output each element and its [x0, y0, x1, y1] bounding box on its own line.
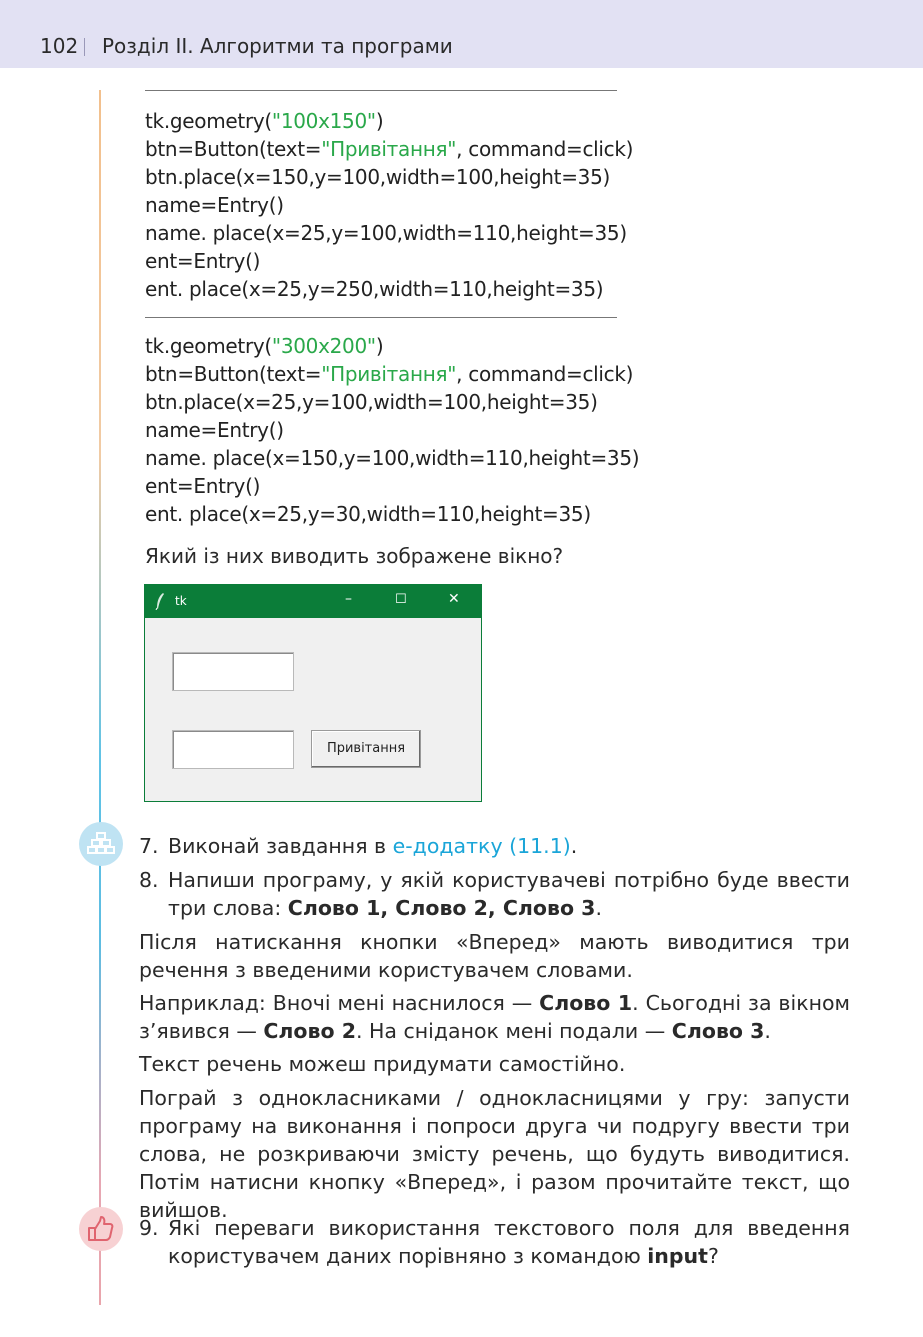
- tk-titlebar: [145, 585, 481, 618]
- code-line: name=Entry(): [145, 193, 284, 217]
- paragraph-example: Наприклад: Вночі мені наснилося — Слово 1. Сьогодні за вікном з’явився — Слово 2. На сніданок мені подали — Слово 3.: [139, 991, 851, 1043]
- maximize-icon: ☐: [395, 592, 407, 607]
- feather-icon: [155, 592, 165, 610]
- task-8-number: 8.: [139, 868, 159, 892]
- question-text: Який із них виводить зображене вікно?: [145, 544, 564, 568]
- task-9: Які переваги використання текстового поля для введення користувачем даних порівняно з командою input?: [168, 1216, 850, 1268]
- code-line: name. place(x=150,y=100,width=110,height=35): [145, 446, 640, 470]
- code-line: name. place(x=25,y=100,width=110,height=35): [145, 221, 627, 245]
- task-7: Виконай завдання в е-додатку (11.1).: [168, 834, 578, 858]
- code-line: ent=Entry(): [145, 249, 261, 273]
- page-header: [0, 0, 923, 68]
- tk-window-title: tk: [175, 594, 187, 608]
- minimize-icon: –: [345, 591, 352, 607]
- paragraph-note: Текст речень можеш придумати самостійно.: [139, 1052, 626, 1076]
- tk-entry-top: [172, 652, 294, 691]
- header-divider: [84, 38, 85, 56]
- task-8: Напиши програму, у якій користувачеві потрібно буде ввести три слова: Слово 1, Слово 2, Слово 3.: [168, 868, 850, 920]
- blocks-icon: [79, 822, 123, 866]
- divider-middle: [145, 317, 617, 318]
- code-line: btn=Button(text="Привітання", command=click): [145, 362, 634, 386]
- code-line: ent=Entry(): [145, 474, 261, 498]
- code-block-1: [145, 107, 633, 303]
- e-appendix-link[interactable]: е-додатку (11.1): [392, 834, 571, 858]
- thumbs-up-icon: [79, 1207, 123, 1251]
- margin-line: [99, 90, 101, 1305]
- task-7-number: 7.: [139, 834, 159, 858]
- paragraph-instructions: Після натискання кнопки «Вперед» мають виводитися три речення з введеними користувачем словами.: [139, 930, 850, 982]
- close-icon: ✕: [448, 591, 460, 607]
- code-line: ent. place(x=25,y=30,width=110,height=35): [145, 502, 591, 526]
- code-line: tk.geometry("300x200"): [145, 334, 384, 358]
- code-line: btn.place(x=150,y=100,width=100,height=35): [145, 165, 611, 189]
- code-line: name=Entry(): [145, 418, 284, 442]
- code-line: btn=Button(text="Привітання", command=click): [145, 137, 634, 161]
- code-block-2: [145, 332, 639, 528]
- tk-entry-bottom: [172, 730, 294, 769]
- tk-greeting-button: Привітання: [311, 730, 421, 768]
- code-line: btn.place(x=25,y=100,width=100,height=35): [145, 390, 598, 414]
- code-line: tk.geometry("100x150"): [145, 109, 384, 133]
- code-line: ent. place(x=25,y=250,width=110,height=35): [145, 277, 604, 301]
- task-9-number: 9.: [139, 1216, 159, 1240]
- page-number: 102: [40, 34, 79, 58]
- paragraph-game: Пограй з однокласниками / однокласницями у гру: запусти програму на виконання і попроси друга чи подругу ввести три слова, не розкриваючи змісту речень, що будуть виводитися. Потім натисни кнопку «Вперед», і разом прочитайте текст, що вийшов.: [139, 1086, 850, 1222]
- chapter-title: Розділ ІІ. Алгоритми та програми: [102, 34, 453, 58]
- tk-window-illustration: [144, 584, 482, 802]
- divider-top: [145, 90, 617, 91]
